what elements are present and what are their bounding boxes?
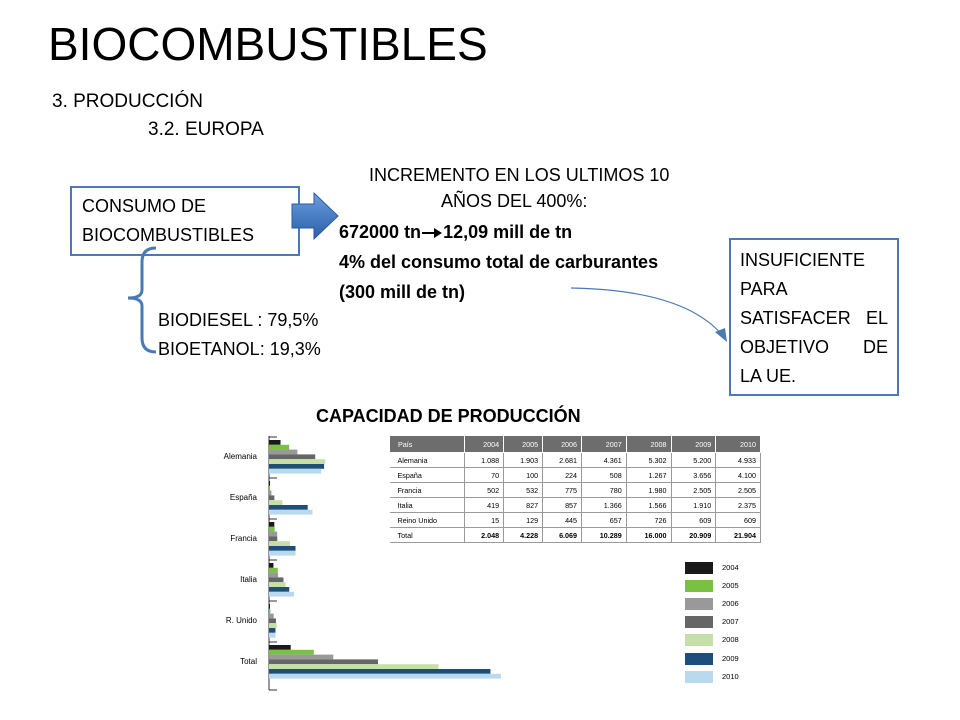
bar bbox=[269, 500, 282, 505]
insuficiente-line-3 bbox=[740, 304, 888, 333]
table-cell: 1.366 bbox=[582, 498, 627, 513]
consumo-line-2: BIOCOMBUSTIBLES bbox=[82, 225, 255, 245]
legend-swatch bbox=[685, 562, 713, 574]
legend-swatch bbox=[685, 671, 713, 683]
table-cell: 129 bbox=[504, 513, 543, 528]
table-cell: 445 bbox=[543, 513, 582, 528]
column-header: 2008 bbox=[626, 436, 671, 453]
incremento-amount-from: 672000 tn bbox=[339, 222, 422, 242]
table-cell: 780 bbox=[582, 483, 627, 498]
category-label: R. Unido bbox=[225, 615, 257, 625]
bar bbox=[269, 604, 270, 609]
bar bbox=[269, 532, 277, 537]
table-cell: 16.000 bbox=[626, 528, 671, 543]
bar bbox=[269, 481, 270, 486]
bar bbox=[269, 527, 275, 532]
incremento-line-1: INCREMENTO EN LOS ULTIMOS 10 bbox=[369, 165, 670, 185]
table-cell: 1.566 bbox=[626, 498, 671, 513]
column-header: 2007 bbox=[582, 436, 627, 453]
curved-arrow-icon bbox=[565, 280, 735, 350]
incremento-line-2: AÑOS DEL 400%: bbox=[441, 191, 588, 211]
insuficiente-line-4 bbox=[740, 333, 888, 362]
table-cell: 419 bbox=[465, 498, 504, 513]
table-cell: 609 bbox=[671, 513, 716, 528]
table-cell: 609 bbox=[716, 513, 761, 528]
table-cell: 1.980 bbox=[626, 483, 671, 498]
page-title: BIOCOMBUSTIBLES bbox=[48, 18, 488, 70]
legend-label: 2005 bbox=[722, 581, 739, 590]
column-header: País bbox=[390, 436, 465, 453]
table-row bbox=[390, 498, 761, 513]
bar bbox=[269, 445, 289, 450]
table-cell: 20.909 bbox=[671, 528, 716, 543]
table-cell: 224 bbox=[543, 468, 582, 483]
bar bbox=[269, 454, 315, 459]
column-header: 2004 bbox=[465, 436, 504, 453]
table-cell: 827 bbox=[504, 498, 543, 513]
table-cell: 857 bbox=[543, 498, 582, 513]
table-cell: 2.505 bbox=[671, 483, 716, 498]
bar bbox=[269, 510, 312, 515]
table-cell: 2.505 bbox=[716, 483, 761, 498]
legend-label: 2004 bbox=[722, 563, 739, 572]
bioetanol-share: BIOETANOL: 19,3% bbox=[158, 339, 321, 359]
table-cell: 4.100 bbox=[716, 468, 761, 483]
capacidad-title: CAPACIDAD DE PRODUCCIÓN bbox=[316, 406, 581, 426]
arrow-right-icon bbox=[290, 190, 340, 242]
bar bbox=[269, 522, 274, 527]
table-cell: España bbox=[390, 468, 465, 483]
incremento-line-4: 4% del consumo total de carburantes bbox=[339, 252, 659, 272]
bar bbox=[269, 669, 490, 674]
bar bbox=[269, 664, 438, 669]
column-header: 2006 bbox=[543, 436, 582, 453]
bar bbox=[269, 674, 501, 679]
bar bbox=[269, 469, 321, 474]
bar bbox=[269, 541, 290, 546]
subsection-heading: 3.2. EUROPA bbox=[148, 119, 264, 140]
bar bbox=[269, 551, 296, 556]
bar bbox=[269, 623, 277, 628]
table-cell: Total bbox=[390, 528, 465, 543]
capacity-table bbox=[389, 435, 761, 543]
bar bbox=[269, 491, 271, 496]
bar bbox=[269, 546, 296, 551]
table-cell: 5.302 bbox=[626, 453, 671, 468]
table-cell: 2.681 bbox=[543, 453, 582, 468]
table-cell: 1.903 bbox=[504, 453, 543, 468]
table-cell: 70 bbox=[465, 468, 504, 483]
insuficiente-line-5: LA UE. bbox=[740, 366, 797, 386]
legend-swatch bbox=[685, 616, 713, 628]
bar bbox=[269, 577, 283, 582]
table-cell: 4.361 bbox=[582, 453, 627, 468]
legend-label: 2006 bbox=[722, 599, 739, 608]
word: SATISFACER bbox=[740, 308, 851, 328]
table-row bbox=[390, 453, 761, 468]
bar bbox=[269, 573, 278, 578]
word: DE bbox=[862, 337, 888, 357]
bar bbox=[269, 592, 294, 597]
legend-swatch bbox=[685, 634, 713, 646]
table-row bbox=[390, 483, 761, 498]
bar bbox=[269, 614, 274, 619]
consumo-box bbox=[70, 186, 300, 256]
bar bbox=[269, 505, 308, 510]
bar bbox=[269, 628, 275, 633]
table-cell: 1.267 bbox=[626, 468, 671, 483]
bar bbox=[269, 633, 275, 638]
legend-swatch bbox=[685, 653, 713, 665]
table-cell: Alemania bbox=[390, 453, 465, 468]
bar bbox=[269, 659, 378, 664]
bar bbox=[269, 582, 286, 587]
incremento-amount-to: 12,09 mill de tn bbox=[443, 222, 573, 242]
table-header-row bbox=[390, 436, 761, 453]
table-cell: 100 bbox=[504, 468, 543, 483]
legend-label: 2009 bbox=[722, 654, 739, 663]
table-cell: 2.048 bbox=[465, 528, 504, 543]
biodiesel-share: BIODIESEL : 79,5% bbox=[158, 310, 319, 330]
bar bbox=[269, 618, 276, 623]
bar bbox=[269, 459, 325, 464]
bar bbox=[269, 440, 281, 445]
table-cell: 4.933 bbox=[716, 453, 761, 468]
bar bbox=[269, 563, 273, 568]
legend-label: 2010 bbox=[722, 672, 739, 681]
bar bbox=[269, 655, 333, 660]
table-cell: Italia bbox=[390, 498, 465, 513]
table-cell: 775 bbox=[543, 483, 582, 498]
category-label: Total bbox=[240, 656, 257, 666]
table-cell: 1.088 bbox=[465, 453, 504, 468]
table-cell: 3.656 bbox=[671, 468, 716, 483]
table-cell: 5.200 bbox=[671, 453, 716, 468]
category-label: Italia bbox=[240, 574, 257, 584]
table-cell: 508 bbox=[582, 468, 627, 483]
insuficiente-line-1: INSUFICIENTE bbox=[740, 250, 866, 270]
column-header: 2009 bbox=[671, 436, 716, 453]
table-cell: 532 bbox=[504, 483, 543, 498]
bar bbox=[269, 464, 324, 469]
table-cell: 4.228 bbox=[504, 528, 543, 543]
legend-label: 2008 bbox=[722, 635, 739, 644]
category-label: España bbox=[229, 492, 257, 502]
insuficiente-line-2: PARA bbox=[740, 279, 788, 299]
legend-swatch bbox=[685, 598, 713, 610]
table-cell: 21.904 bbox=[716, 528, 761, 543]
column-header: 2010 bbox=[716, 436, 761, 453]
bar bbox=[269, 450, 297, 455]
bar bbox=[269, 495, 274, 500]
insuficiente-box bbox=[729, 238, 899, 396]
word: OBJETIVO bbox=[740, 337, 830, 357]
table-row bbox=[390, 468, 761, 483]
bar bbox=[269, 650, 314, 655]
column-header: 2005 bbox=[504, 436, 543, 453]
word: EL bbox=[865, 308, 888, 328]
table-cell: 1.910 bbox=[671, 498, 716, 513]
small-arrow-icon bbox=[421, 226, 443, 240]
table-cell: 726 bbox=[626, 513, 671, 528]
category-label: Francia bbox=[230, 533, 257, 543]
legend-swatch bbox=[685, 580, 713, 592]
incremento-line-5: (300 mill de tn) bbox=[339, 282, 466, 302]
bar bbox=[269, 587, 289, 592]
legend-label: 2007 bbox=[722, 617, 739, 626]
table-row bbox=[390, 513, 761, 528]
table-cell: 2.375 bbox=[716, 498, 761, 513]
table-cell: Francia bbox=[390, 483, 465, 498]
bar bbox=[269, 609, 270, 614]
bracket-connector bbox=[120, 240, 160, 360]
table-cell: 657 bbox=[582, 513, 627, 528]
table-cell: 10.289 bbox=[582, 528, 627, 543]
table-cell: 6.069 bbox=[543, 528, 582, 543]
bar bbox=[269, 536, 277, 541]
table-cell: 15 bbox=[465, 513, 504, 528]
table-row-total bbox=[390, 528, 761, 543]
consumo-line-1: CONSUMO DE bbox=[82, 196, 207, 216]
bar bbox=[269, 486, 270, 491]
bar bbox=[269, 568, 278, 573]
section-heading: 3. PRODUCCIÓN bbox=[52, 91, 203, 112]
table-cell: Reino Unido bbox=[390, 513, 465, 528]
incremento-line-3 bbox=[339, 219, 572, 245]
category-label: Alemania bbox=[223, 451, 257, 461]
table-cell: 502 bbox=[465, 483, 504, 498]
bar bbox=[269, 645, 291, 650]
